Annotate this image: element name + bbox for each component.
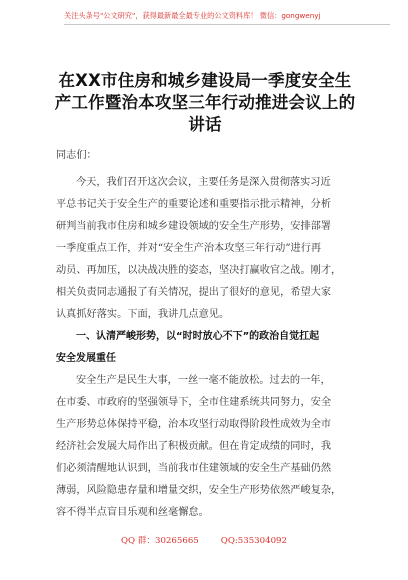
- document-title: [40, 70, 370, 136]
- text-line: 相关负责同志通报了有关情况，提出了很好的意见，希望大家: [56, 287, 332, 298]
- text-line: 动员、再加压，以决战决胜的姿态，坚决打赢收官之战。刚才，: [56, 265, 342, 276]
- salutation: 同志们：: [56, 150, 97, 161]
- intro-paragraph: [56, 172, 358, 326]
- text-line: 一季度重点工作，并对“安全生产治本攻坚三年行动”进行再: [56, 243, 322, 254]
- text-line: 平总书记关于安全生产的重要论述和重要指示批示精神，分析: [56, 199, 332, 210]
- title-line: 在XX市住房和城乡建设局一季度安全生: [58, 71, 352, 90]
- text-line: 认真抓好落实。下面，我讲几点意见。: [56, 309, 230, 320]
- text-line: 生产形势总体保持平稳，治本攻坚行动取得阶段性成效为全市: [56, 419, 332, 430]
- footer-contact: [0, 534, 408, 546]
- text-line: 今天，我们召开这次会议，主要任务是深入贯彻落实习近: [76, 177, 331, 188]
- section-heading: [56, 326, 358, 370]
- heading-line: 一、认清严峻形势，以“时时放心不下”的政治自觉扛起: [76, 331, 320, 342]
- text-line: 容不得半点盲目乐观和丝毫懈怠。: [56, 507, 209, 518]
- footer-qq-group: QQ 群：30265665: [121, 536, 199, 546]
- text-line: 安全生产是民生大事，一丝一毫不能放松。过去的一年，: [76, 375, 331, 386]
- footer-qq-number: QQ:535304092: [220, 536, 287, 546]
- title-line: 产工作暨治本攻坚三年行动推进会议上的: [54, 93, 356, 112]
- text-line: 研判当前我市住房和城乡建设领域的安全生产形势，安排部署: [56, 221, 332, 232]
- text-line: 薄弱，风险隐患存量和增量交织，安全生产形势依然严峻复杂，: [56, 485, 342, 496]
- section-paragraph: [56, 370, 358, 524]
- text-line: 在市委、市政府的坚强领导下，全市住建系统共同努力，安全: [56, 397, 332, 408]
- title-line: 讲话: [188, 115, 222, 134]
- text-line: 们必须清醒地认识到，当前我市住建领域的安全生产基础仍然: [56, 463, 332, 474]
- heading-line: 安全发展重任: [56, 353, 116, 364]
- header-banner: 关注头条号"公文研究"，获得最新最全最专业的公文资料库！ 微信：gongwenyj: [64, 8, 390, 25]
- text-line: 经济社会发展大局作出了积极贡献。但在肯定成绩的同时，我: [56, 441, 332, 452]
